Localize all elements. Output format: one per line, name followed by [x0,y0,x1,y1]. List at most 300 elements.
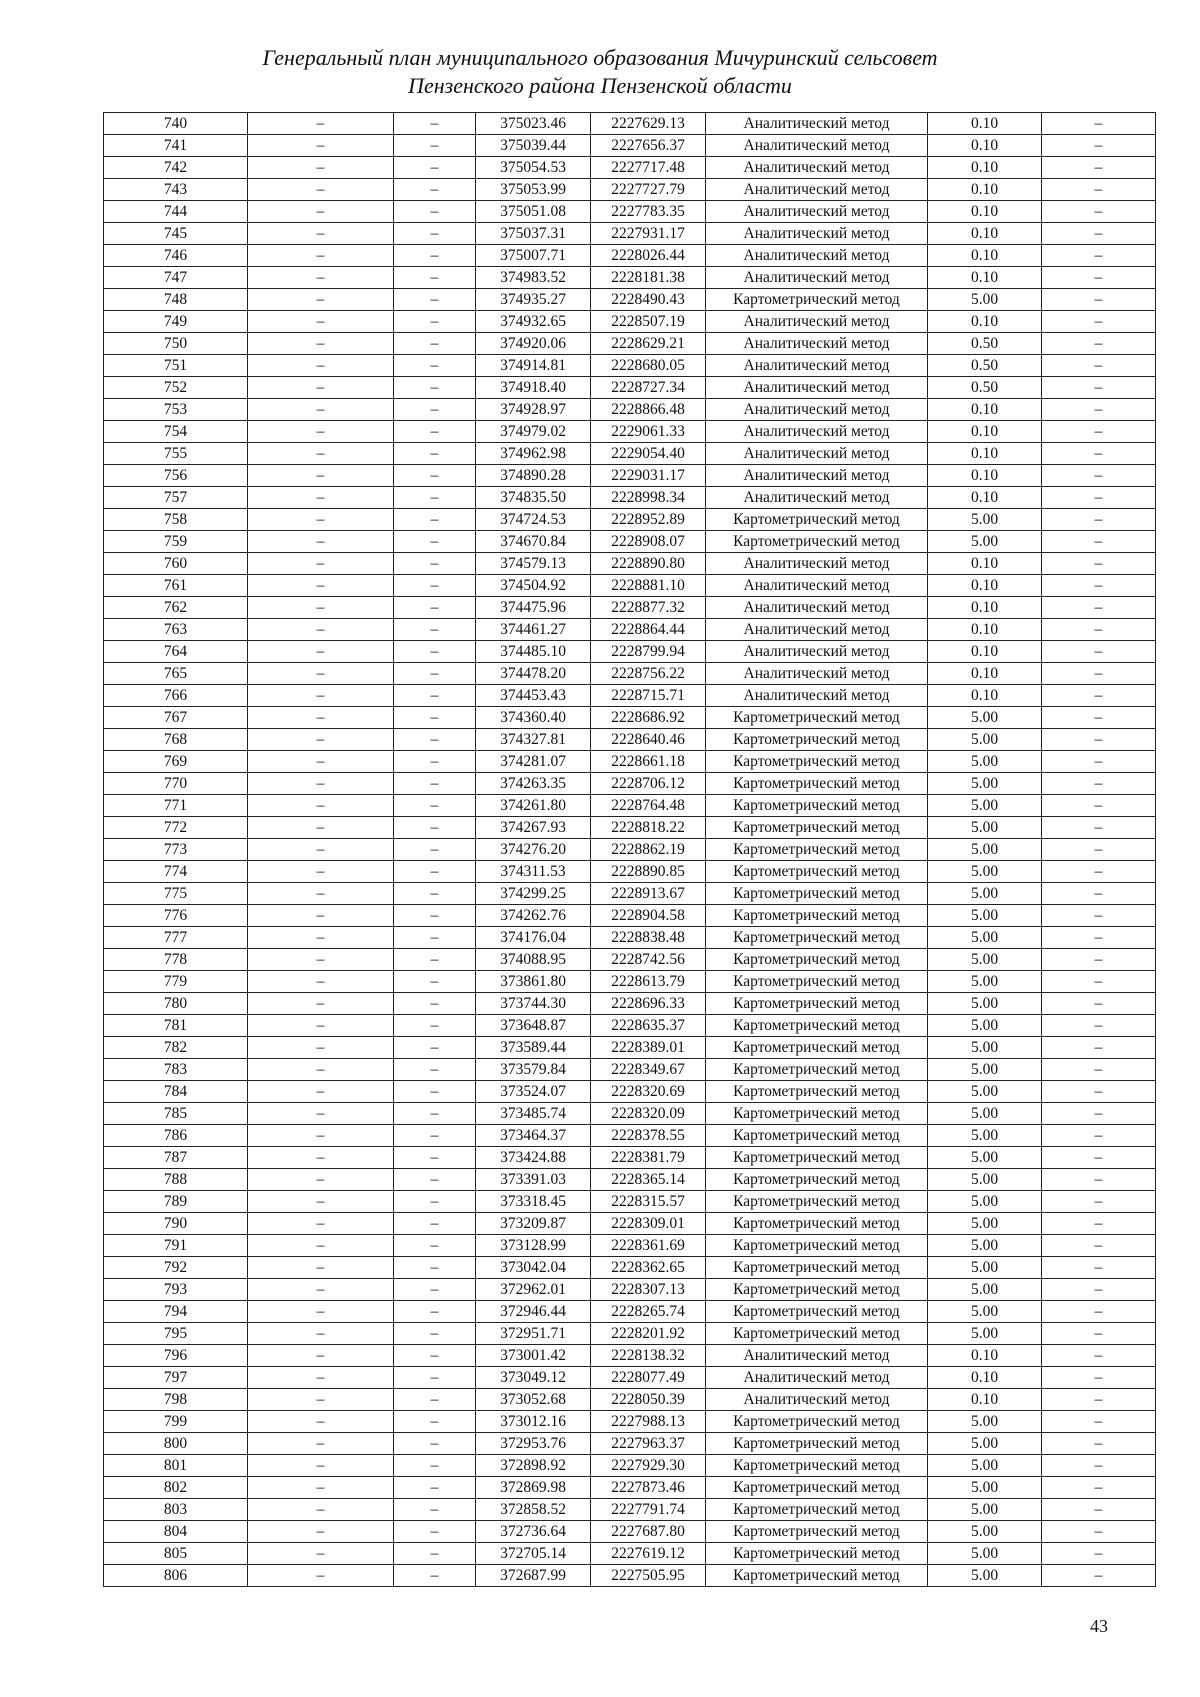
col8-cell: – [1042,1543,1156,1565]
col3-cell: – [394,421,476,443]
table-row [104,1499,1156,1521]
col2-cell: – [248,619,394,641]
document-header [0,44,1200,100]
table-row [104,817,1156,839]
table-row [104,1059,1156,1081]
col8-cell: – [1042,399,1156,421]
point-number-cell: 770 [104,773,248,795]
col3-cell: – [394,861,476,883]
x-coordinate-cell: 373318.45 [476,1191,591,1213]
accuracy-cell: 5.00 [928,751,1042,773]
accuracy-cell: 0.10 [928,663,1042,685]
point-number-cell: 781 [104,1015,248,1037]
accuracy-cell: 0.10 [928,553,1042,575]
col3-cell: – [394,883,476,905]
table-row [104,795,1156,817]
table-row [104,971,1156,993]
col3-cell: – [394,751,476,773]
y-coordinate-cell: 2228629.21 [591,333,706,355]
accuracy-cell: 0.10 [928,619,1042,641]
col2-cell: – [248,1257,394,1279]
method-cell: Аналитический метод [706,1367,928,1389]
accuracy-cell: 0.10 [928,1389,1042,1411]
accuracy-cell: 5.00 [928,1081,1042,1103]
point-number-cell: 797 [104,1367,248,1389]
method-cell: Картометрический метод [706,971,928,993]
accuracy-cell: 5.00 [928,1543,1042,1565]
col3-cell: – [394,157,476,179]
col8-cell: – [1042,597,1156,619]
x-coordinate-cell: 373589.44 [476,1037,591,1059]
x-coordinate-cell: 374475.96 [476,597,591,619]
accuracy-cell: 5.00 [928,1521,1042,1543]
col8-cell: – [1042,1103,1156,1125]
table-row [104,729,1156,751]
point-number-cell: 793 [104,1279,248,1301]
col8-cell: – [1042,1235,1156,1257]
col8-cell: – [1042,355,1156,377]
accuracy-cell: 0.10 [928,421,1042,443]
col3-cell: – [394,201,476,223]
method-cell: Картометрический метод [706,1257,928,1279]
x-coordinate-cell: 372858.52 [476,1499,591,1521]
method-cell: Картометрический метод [706,861,928,883]
x-coordinate-cell: 372953.76 [476,1433,591,1455]
y-coordinate-cell: 2228635.37 [591,1015,706,1037]
point-number-cell: 775 [104,883,248,905]
method-cell: Картометрический метод [706,1279,928,1301]
x-coordinate-cell: 374263.35 [476,773,591,795]
y-coordinate-cell: 2228077.49 [591,1367,706,1389]
x-coordinate-cell: 374835.50 [476,487,591,509]
y-coordinate-cell: 2228818.22 [591,817,706,839]
col8-cell: – [1042,663,1156,685]
col2-cell: – [248,1323,394,1345]
y-coordinate-cell: 2228864.44 [591,619,706,641]
method-cell: Картометрический метод [706,1059,928,1081]
col8-cell: – [1042,1081,1156,1103]
method-cell: Картометрический метод [706,1411,928,1433]
x-coordinate-cell: 374504.92 [476,575,591,597]
table-row [104,311,1156,333]
table-row [104,421,1156,443]
col2-cell: – [248,1147,394,1169]
table-row [104,927,1156,949]
col8-cell: – [1042,223,1156,245]
col8-cell: – [1042,1433,1156,1455]
col2-cell: – [248,1477,394,1499]
col3-cell: – [394,1433,476,1455]
col2-cell: – [248,773,394,795]
method-cell: Аналитический метод [706,1345,928,1367]
table-row [104,355,1156,377]
x-coordinate-cell: 375007.71 [476,245,591,267]
table-row [104,1279,1156,1301]
col2-cell: – [248,597,394,619]
accuracy-cell: 5.00 [928,1169,1042,1191]
col8-cell: – [1042,795,1156,817]
col3-cell: – [394,1323,476,1345]
point-number-cell: 786 [104,1125,248,1147]
y-coordinate-cell: 2228799.94 [591,641,706,663]
point-number-cell: 766 [104,685,248,707]
x-coordinate-cell: 375054.53 [476,157,591,179]
table-row [104,1235,1156,1257]
x-coordinate-cell: 372736.64 [476,1521,591,1543]
point-number-cell: 783 [104,1059,248,1081]
accuracy-cell: 5.00 [928,1103,1042,1125]
point-number-cell: 760 [104,553,248,575]
point-number-cell: 790 [104,1213,248,1235]
col8-cell: – [1042,487,1156,509]
col2-cell: – [248,795,394,817]
col3-cell: – [394,1125,476,1147]
y-coordinate-cell: 2228764.48 [591,795,706,817]
method-cell: Картометрический метод [706,531,928,553]
col8-cell: – [1042,927,1156,949]
y-coordinate-cell: 2228706.12 [591,773,706,795]
col8-cell: – [1042,1499,1156,1521]
table-row [104,1455,1156,1477]
method-cell: Аналитический метод [706,619,928,641]
y-coordinate-cell: 2228201.92 [591,1323,706,1345]
point-number-cell: 769 [104,751,248,773]
col2-cell: – [248,751,394,773]
col2-cell: – [248,1191,394,1213]
col2-cell: – [248,817,394,839]
col2-cell: – [248,487,394,509]
table-row [104,179,1156,201]
table-row [104,1345,1156,1367]
y-coordinate-cell: 2228138.32 [591,1345,706,1367]
col3-cell: – [394,333,476,355]
col8-cell: – [1042,1323,1156,1345]
y-coordinate-cell: 2228756.22 [591,663,706,685]
accuracy-cell: 5.00 [928,971,1042,993]
col2-cell: – [248,245,394,267]
col8-cell: – [1042,729,1156,751]
method-cell: Аналитический метод [706,399,928,421]
col8-cell: – [1042,245,1156,267]
col2-cell: – [248,1037,394,1059]
col3-cell: – [394,905,476,927]
point-number-cell: 787 [104,1147,248,1169]
col2-cell: – [248,1411,394,1433]
point-number-cell: 772 [104,817,248,839]
y-coordinate-cell: 2228862.19 [591,839,706,861]
table-row [104,751,1156,773]
accuracy-cell: 0.10 [928,113,1042,135]
col3-cell: – [394,1367,476,1389]
col2-cell: – [248,1433,394,1455]
accuracy-cell: 5.00 [928,729,1042,751]
col2-cell: – [248,575,394,597]
point-number-cell: 763 [104,619,248,641]
y-coordinate-cell: 2227505.95 [591,1565,706,1587]
method-cell: Картометрический метод [706,1521,928,1543]
method-cell: Аналитический метод [706,311,928,333]
col8-cell: – [1042,443,1156,465]
col8-cell: – [1042,113,1156,135]
x-coordinate-cell: 373648.87 [476,1015,591,1037]
col2-cell: – [248,443,394,465]
col8-cell: – [1042,1367,1156,1389]
col3-cell: – [394,355,476,377]
table-row [104,465,1156,487]
method-cell: Картометрический метод [706,949,928,971]
method-cell: Аналитический метод [706,377,928,399]
y-coordinate-cell: 2228881.10 [591,575,706,597]
col2-cell: – [248,157,394,179]
point-number-cell: 762 [104,597,248,619]
point-number-cell: 782 [104,1037,248,1059]
accuracy-cell: 5.00 [928,1213,1042,1235]
col8-cell: – [1042,1059,1156,1081]
y-coordinate-cell: 2227727.79 [591,179,706,201]
y-coordinate-cell: 2228026.44 [591,245,706,267]
table-row [104,333,1156,355]
point-number-cell: 741 [104,135,248,157]
col2-cell: – [248,465,394,487]
accuracy-cell: 5.00 [928,1147,1042,1169]
accuracy-cell: 0.10 [928,157,1042,179]
x-coordinate-cell: 374932.65 [476,311,591,333]
y-coordinate-cell: 2228349.67 [591,1059,706,1081]
y-coordinate-cell: 2228715.71 [591,685,706,707]
table-row [104,1521,1156,1543]
method-cell: Аналитический метод [706,487,928,509]
col2-cell: – [248,289,394,311]
table-row [104,1147,1156,1169]
col3-cell: – [394,729,476,751]
y-coordinate-cell: 2228365.14 [591,1169,706,1191]
method-cell: Картометрический метод [706,729,928,751]
point-number-cell: 758 [104,509,248,531]
y-coordinate-cell: 2228507.19 [591,311,706,333]
col8-cell: – [1042,575,1156,597]
method-cell: Аналитический метод [706,113,928,135]
method-cell: Аналитический метод [706,223,928,245]
x-coordinate-cell: 374276.20 [476,839,591,861]
accuracy-cell: 5.00 [928,1037,1042,1059]
method-cell: Картометрический метод [706,817,928,839]
col8-cell: – [1042,553,1156,575]
point-number-cell: 765 [104,663,248,685]
accuracy-cell: 0.10 [928,465,1042,487]
x-coordinate-cell: 374360.40 [476,707,591,729]
col3-cell: – [394,1169,476,1191]
method-cell: Картометрический метод [706,839,928,861]
x-coordinate-cell: 373485.74 [476,1103,591,1125]
col3-cell: – [394,1257,476,1279]
accuracy-cell: 5.00 [928,1565,1042,1587]
y-coordinate-cell: 2228640.46 [591,729,706,751]
table-row [104,157,1156,179]
point-number-cell: 801 [104,1455,248,1477]
accuracy-cell: 5.00 [928,1191,1042,1213]
method-cell: Картометрический метод [706,1301,928,1323]
x-coordinate-cell: 372946.44 [476,1301,591,1323]
col8-cell: – [1042,531,1156,553]
point-number-cell: 744 [104,201,248,223]
accuracy-cell: 0.10 [928,135,1042,157]
y-coordinate-cell: 2228613.79 [591,971,706,993]
col3-cell: – [394,927,476,949]
table-row [104,1257,1156,1279]
method-cell: Картометрический метод [706,883,928,905]
point-number-cell: 777 [104,927,248,949]
col8-cell: – [1042,465,1156,487]
col2-cell: – [248,1059,394,1081]
x-coordinate-cell: 374920.06 [476,333,591,355]
point-number-cell: 784 [104,1081,248,1103]
col3-cell: – [394,1301,476,1323]
method-cell: Картометрический метод [706,1125,928,1147]
accuracy-cell: 5.00 [928,1433,1042,1455]
accuracy-cell: 0.10 [928,399,1042,421]
col3-cell: – [394,1543,476,1565]
y-coordinate-cell: 2228320.69 [591,1081,706,1103]
col2-cell: – [248,377,394,399]
accuracy-cell: 5.00 [928,1235,1042,1257]
y-coordinate-cell: 2227783.35 [591,201,706,223]
table-row [104,1103,1156,1125]
col8-cell: – [1042,179,1156,201]
table-row [104,839,1156,861]
accuracy-cell: 0.50 [928,377,1042,399]
accuracy-cell: 0.10 [928,575,1042,597]
accuracy-cell: 5.00 [928,1059,1042,1081]
page-number: 43 [1090,1616,1108,1636]
method-cell: Картометрический метод [706,1147,928,1169]
col3-cell: – [394,311,476,333]
table-row [104,113,1156,135]
coordinates-table [103,112,1156,1587]
method-cell: Картометрический метод [706,1477,928,1499]
table-row [104,1565,1156,1587]
col2-cell: – [248,267,394,289]
col8-cell: – [1042,751,1156,773]
col8-cell: – [1042,1213,1156,1235]
method-cell: Картометрический метод [706,1543,928,1565]
col3-cell: – [394,619,476,641]
point-number-cell: 771 [104,795,248,817]
table-row [104,905,1156,927]
table-row [104,619,1156,641]
accuracy-cell: 5.00 [928,1455,1042,1477]
col8-cell: – [1042,1389,1156,1411]
x-coordinate-cell: 374485.10 [476,641,591,663]
method-cell: Аналитический метод [706,157,928,179]
table-row [104,883,1156,905]
y-coordinate-cell: 2228686.92 [591,707,706,729]
table-row [104,553,1156,575]
col3-cell: – [394,1521,476,1543]
point-number-cell: 776 [104,905,248,927]
accuracy-cell: 5.00 [928,927,1042,949]
table-row [104,597,1156,619]
col3-cell: – [394,245,476,267]
col2-cell: – [248,1367,394,1389]
col8-cell: – [1042,1125,1156,1147]
x-coordinate-cell: 372705.14 [476,1543,591,1565]
y-coordinate-cell: 2228050.39 [591,1389,706,1411]
method-cell: Аналитический метод [706,245,928,267]
y-coordinate-cell: 2228877.32 [591,597,706,619]
col2-cell: – [248,113,394,135]
col2-cell: – [248,311,394,333]
col2-cell: – [248,663,394,685]
x-coordinate-cell: 373209.87 [476,1213,591,1235]
col2-cell: – [248,1125,394,1147]
col8-cell: – [1042,509,1156,531]
method-cell: Аналитический метод [706,135,928,157]
col2-cell: – [248,355,394,377]
col3-cell: – [394,553,476,575]
x-coordinate-cell: 373042.04 [476,1257,591,1279]
col8-cell: – [1042,817,1156,839]
method-cell: Аналитический метод [706,575,928,597]
point-number-cell: 754 [104,421,248,443]
x-coordinate-cell: 373012.16 [476,1411,591,1433]
point-number-cell: 795 [104,1323,248,1345]
method-cell: Аналитический метод [706,641,928,663]
method-cell: Картометрический метод [706,993,928,1015]
y-coordinate-cell: 2228307.13 [591,1279,706,1301]
x-coordinate-cell: 374983.52 [476,267,591,289]
y-coordinate-cell: 2228362.65 [591,1257,706,1279]
method-cell: Аналитический метод [706,443,928,465]
y-coordinate-cell: 2227629.13 [591,113,706,135]
col2-cell: – [248,685,394,707]
y-coordinate-cell: 2227963.37 [591,1433,706,1455]
y-coordinate-cell: 2227929.30 [591,1455,706,1477]
y-coordinate-cell: 2227717.48 [591,157,706,179]
point-number-cell: 742 [104,157,248,179]
accuracy-cell: 0.10 [928,597,1042,619]
table-row [104,1015,1156,1037]
x-coordinate-cell: 373128.99 [476,1235,591,1257]
col2-cell: – [248,1015,394,1037]
x-coordinate-cell: 374461.27 [476,619,591,641]
col8-cell: – [1042,311,1156,333]
table-row [104,1169,1156,1191]
table-row [104,993,1156,1015]
accuracy-cell: 0.10 [928,685,1042,707]
x-coordinate-cell: 372962.01 [476,1279,591,1301]
col8-cell: – [1042,1015,1156,1037]
col3-cell: – [394,1411,476,1433]
point-number-cell: 785 [104,1103,248,1125]
point-number-cell: 780 [104,993,248,1015]
method-cell: Картометрический метод [706,1455,928,1477]
x-coordinate-cell: 375053.99 [476,179,591,201]
point-number-cell: 798 [104,1389,248,1411]
x-coordinate-cell: 373861.80 [476,971,591,993]
point-number-cell: 774 [104,861,248,883]
point-number-cell: 748 [104,289,248,311]
coordinates-table-body [104,113,1156,1587]
col3-cell: – [394,487,476,509]
point-number-cell: 764 [104,641,248,663]
table-row [104,399,1156,421]
y-coordinate-cell: 2228378.55 [591,1125,706,1147]
method-cell: Картометрический метод [706,289,928,311]
header-title-line2: Пензенского района Пензенской области [408,73,792,98]
x-coordinate-cell: 374935.27 [476,289,591,311]
y-coordinate-cell: 2228742.56 [591,949,706,971]
x-coordinate-cell: 374579.13 [476,553,591,575]
